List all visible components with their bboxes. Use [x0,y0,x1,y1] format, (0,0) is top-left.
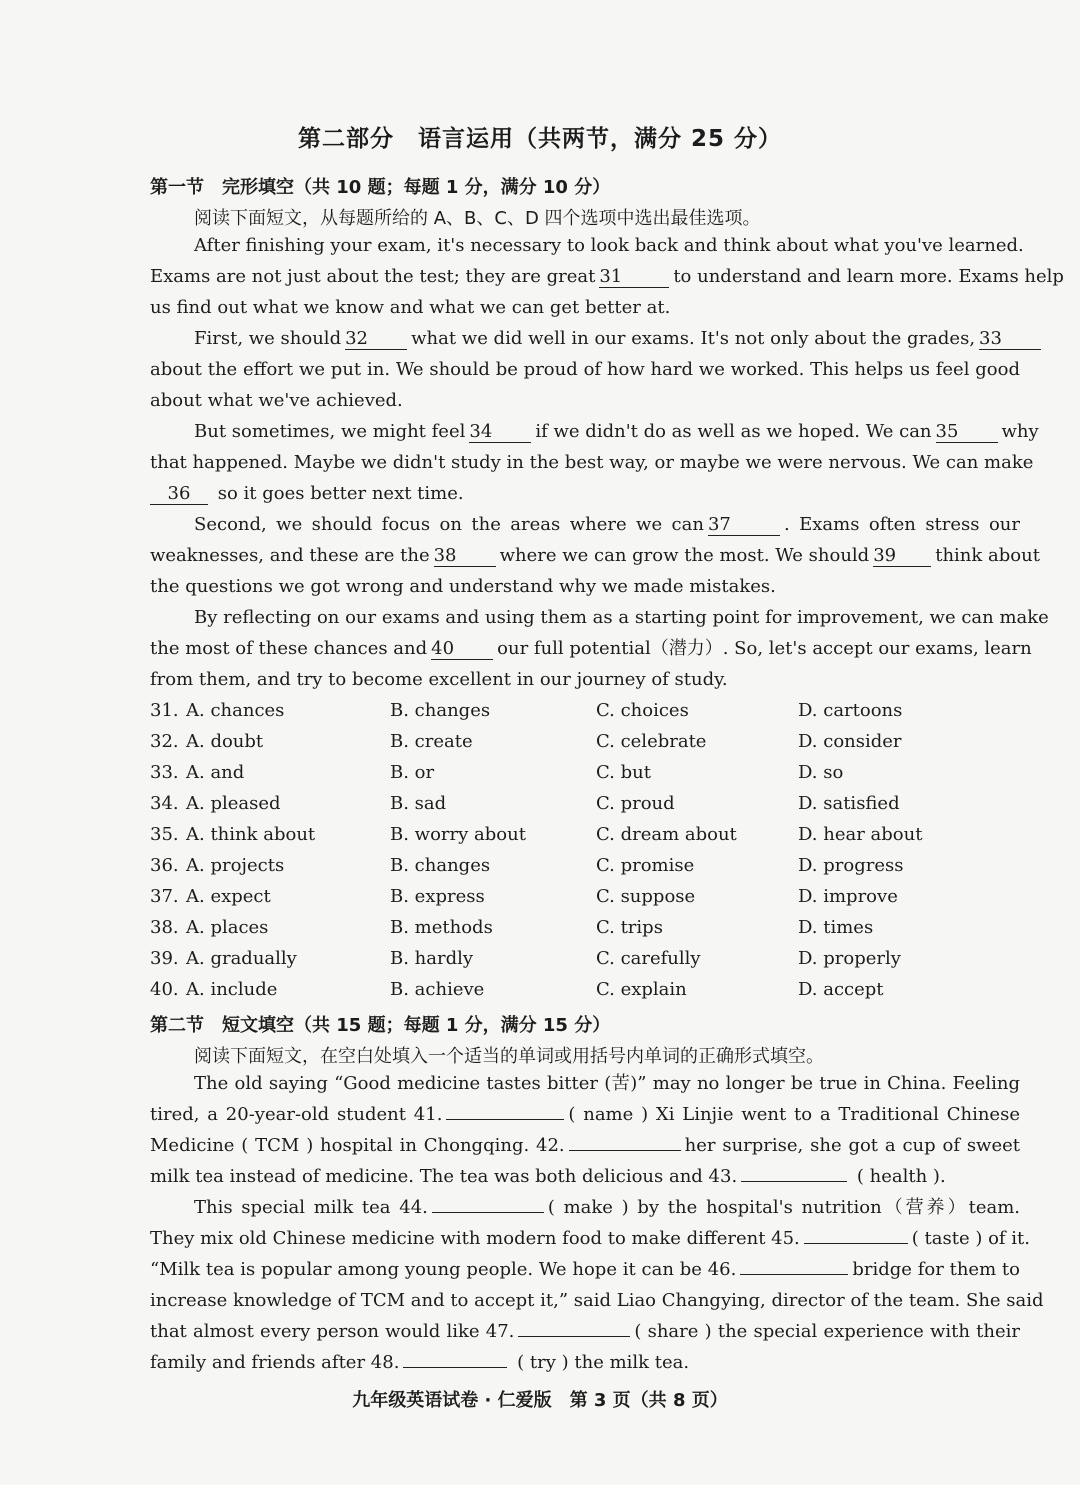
option-c: C. proud [596,793,675,814]
passage1-line: weaknesses, and these are the 38 where we can grow the most. We should 39 think about [150,545,1040,566]
question-number: 33. [150,762,179,783]
option-row [150,700,1020,724]
passage1-line: First, we should 32 what we did well in our exams. It's not only about the grades, 33 [194,327,1020,351]
passage1-line: But sometimes, we might feel 34 if we didn't do as well as we hoped. We can 35 why [194,421,1039,442]
blank-41 [446,1119,564,1120]
option-row [150,917,1020,941]
question-number: 31. [150,700,179,721]
page-footer: 九年级英语试卷 · 仁爱版 第 3 页（共 8 页） [352,1390,728,1411]
blank-31: 31 [599,267,669,288]
question-number: 38. [150,917,179,938]
blank-38: 38 [434,546,496,567]
blank-40: 40 [431,639,493,660]
question-number: 35. [150,824,179,845]
option-d: D. satisfied [798,793,900,814]
option-a: A. include [186,979,278,1000]
section1-instruction: 阅读下面短文，从每题所给的 A、B、C、D 四个选项中选出最佳选项。 [194,208,761,229]
passage1-line: Exams are not just about the test; they are great 31 to understand and learn more. Exams help [150,266,1064,287]
passage1-line: about what we've achieved. [150,390,403,411]
question-number: 34. [150,793,179,814]
blank-47 [518,1336,630,1337]
option-row [150,824,1020,848]
option-b: B. sad [390,793,447,814]
passage1-line: 36 so it goes better next time. [150,482,1020,506]
option-a: A. think about [186,824,316,845]
option-b: B. achieve [390,979,485,1000]
option-row [150,731,1020,755]
option-c: C. dream about [596,824,737,845]
option-c: C. trips [596,917,663,938]
passage2-line: “Milk tea is popular among young people. We hope it can be 46. bridge for them to [150,1259,1020,1280]
passage2-line: Medicine ( TCM ) hospital in Chongqing. 42. her surprise, she got a cup of sweet [150,1135,1020,1156]
passage2-line: This special milk tea 44. ( make ) by the hospital's nutrition（营养）team. [194,1197,1020,1218]
option-d: D. times [798,917,874,938]
blank-44 [432,1212,544,1213]
passage2-line: milk tea instead of medicine. The tea was both delicious and 43. ( health ). [150,1166,946,1187]
question-number: 39. [150,948,179,969]
passage1-line: the questions we got wrong and understand why we made mistakes. [150,576,776,597]
option-c: C. carefully [596,948,701,969]
option-d: D. improve [798,886,898,907]
option-a: A. expect [186,886,271,907]
option-c: C. promise [596,855,695,876]
passage1-line: the most of these chances and 40 our full potential（潜力）. So, let's accept our exams, learn [150,638,1032,659]
option-a: A. chances [186,700,285,721]
option-b: B. changes [390,855,491,876]
blank-43 [741,1181,847,1182]
blank-42 [569,1150,681,1151]
passage1-line: After finishing your exam, it's necessary to look back and think about what you've learned. [194,235,1024,256]
option-a: A. pleased [186,793,281,814]
option-d: D. consider [798,731,902,752]
passage2-line: They mix old Chinese medicine with modern food to make different 45. ( taste ) of it. [150,1228,1031,1249]
blank-32: 32 [345,329,407,350]
option-d: D. hear about [798,824,923,845]
blank-34: 34 [469,422,531,443]
blank-46 [740,1274,848,1275]
section2-title: 第二节 短文填空（共 15 题；每题 1 分，满分 15 分） [150,1015,611,1036]
option-a: A. and [186,762,245,783]
question-number: 40. [150,979,179,1000]
option-b: B. or [390,762,435,783]
option-b: B. express [390,886,485,907]
option-c: C. suppose [596,886,696,907]
passage1-line: from them, and try to become excellent in our journey of study. [150,669,728,690]
option-row [150,886,1020,910]
question-number: 37. [150,886,179,907]
passage2-line: tired, a 20-year-old student 41. ( name ) Xi Linjie went to a Traditional Chinese [150,1104,1020,1125]
option-b: B. methods [390,917,493,938]
blank-37: 37 [708,515,780,536]
option-c: C. but [596,762,651,783]
blank-45 [804,1243,908,1244]
option-row [150,948,1020,972]
blank-33: 33 [979,329,1041,350]
passage1-line: about the effort we put in. We should be proud of how hard we worked. This helps us feel good [150,359,1020,380]
part-title: 第二部分 语言运用（共两节，满分 25 分） [297,126,783,152]
option-row [150,979,1020,1003]
option-d: D. accept [798,979,884,1000]
blank-39: 39 [873,546,931,567]
question-number: 36. [150,855,179,876]
option-b: B. worry about [390,824,526,845]
option-row [150,855,1020,879]
passage2-line: The old saying “Good medicine tastes bitter (苦)” may no longer be true in China. Feeling [194,1073,1020,1094]
option-row [150,762,1020,786]
section1-title: 第一节 完形填空（共 10 题；每题 1 分，满分 10 分） [150,177,611,198]
option-c: C. choices [596,700,689,721]
option-d: D. so [798,762,844,783]
passage1-line: us find out what we know and what we can get better at. [150,297,671,318]
passage2-line: that almost every person would like 47. ( share ) the special experience with their [150,1321,1021,1342]
blank-36: 36 [150,484,208,505]
blank-48 [403,1367,507,1368]
option-b: B. hardly [390,948,474,969]
question-number: 32. [150,731,179,752]
blank-35: 35 [936,422,998,443]
option-a: A. doubt [186,731,264,752]
option-a: A. gradually [186,948,297,969]
passage1-line: Second, we should focus on the areas where we can 37 . Exams often stress our [194,514,1020,535]
option-b: B. create [390,731,473,752]
option-c: C. celebrate [596,731,707,752]
option-b: B. changes [390,700,491,721]
option-d: D. properly [798,948,901,969]
section2-instruction: 阅读下面短文，在空白处填入一个适当的单词或用括号内单词的正确形式填空。 [194,1046,824,1067]
option-c: C. explain [596,979,687,1000]
option-d: D. cartoons [798,700,903,721]
option-a: A. projects [186,855,285,876]
option-d: D. progress [798,855,904,876]
passage1-line: that happened. Maybe we didn't study in the best way, or maybe we were nervous. We can make [150,452,1034,473]
passage1-line: By reflecting on our exams and using them as a starting point for improvement, we can make [194,607,1049,628]
passage2-line: increase knowledge of TCM and to accept it,” said Liao Changying, director of the team. She said [150,1290,1044,1311]
option-row [150,793,1020,817]
passage2-line: family and friends after 48. ( try ) the milk tea. [150,1352,690,1373]
option-a: A. places [186,917,269,938]
